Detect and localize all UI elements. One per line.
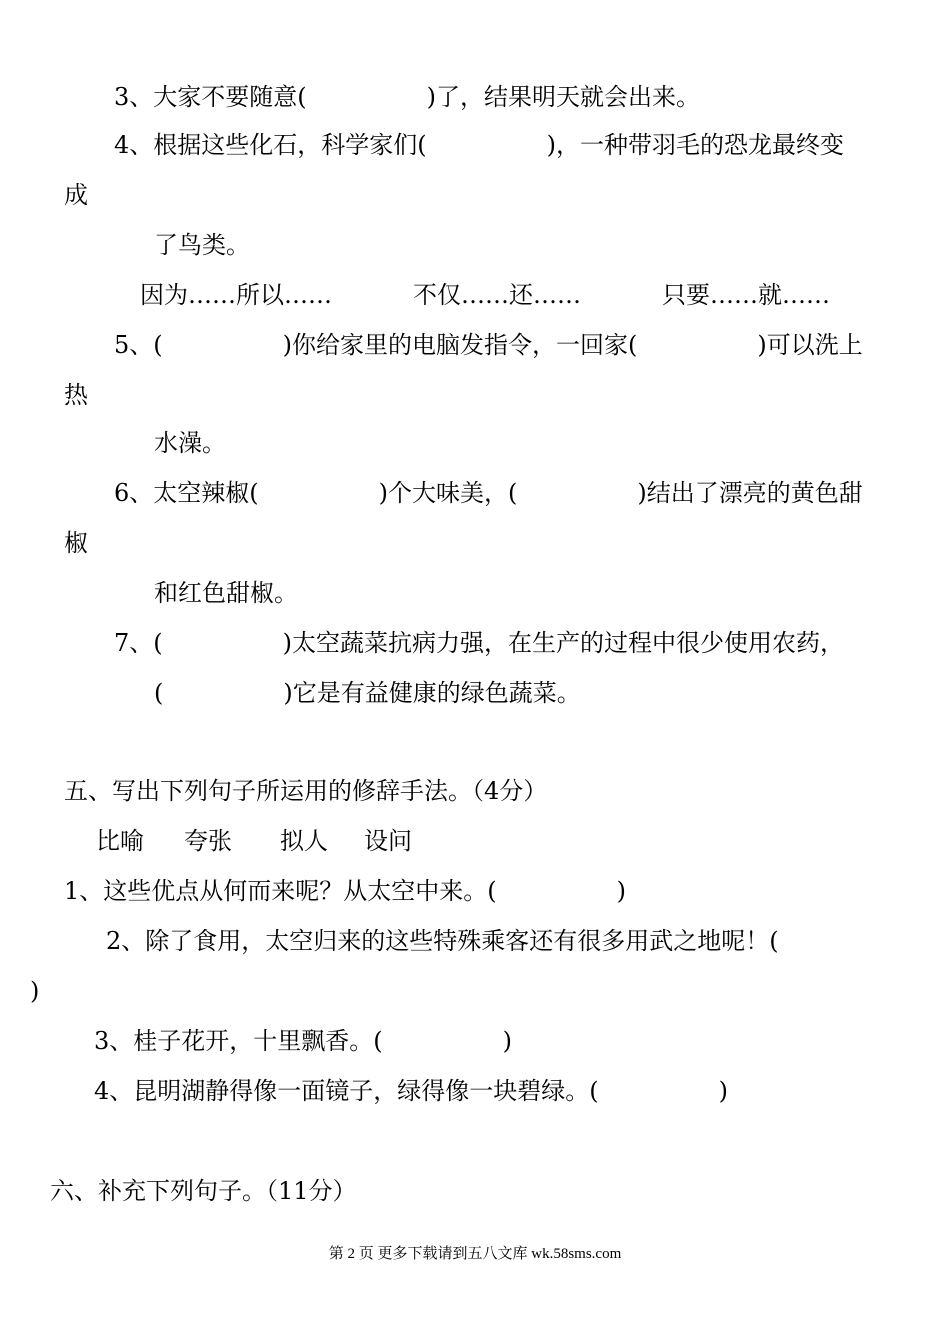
- section-6-heading: 六、补充下列句子。（11分）: [50, 1177, 357, 1205]
- question-2-line-2: ): [30, 977, 40, 1005]
- rhetoric-option-1: 比喻: [96, 827, 144, 855]
- item-7-line-1: 7、( )太空蔬菜抗病力强，在生产的过程中很少使用农药，: [114, 629, 844, 657]
- rhetoric-option-3: 拟人: [280, 827, 328, 855]
- item-5-line-2: 热: [64, 381, 88, 409]
- item-6-line-1: 6、太空辣椒( )个大味美，( )结出了漂亮的黄色甜: [114, 479, 863, 507]
- conjunction-option-2: 不仅……还……: [413, 281, 581, 309]
- conjunction-option-3: 只要……就……: [662, 281, 830, 309]
- rhetoric-option-2: 夸张: [184, 827, 232, 855]
- rhetoric-options: [96, 826, 412, 856]
- question-2-line-1: 2、除了食用，太空归来的这些特殊乘客还有很多用武之地呢！(: [106, 927, 779, 955]
- item-6-line-3: 和红色甜椒。: [154, 579, 298, 607]
- question-4: 4、昆明湖静得像一面镜子，绿得像一块碧绿。( ): [94, 1077, 728, 1105]
- item-4-line-3: 了鸟类。: [154, 231, 250, 259]
- item-5-line-3: 水澡。: [154, 429, 226, 457]
- question-1: 1、这些优点从何而来呢？从太空中来。( ): [64, 877, 626, 905]
- question-3: 3、桂子花开，十里飘香。( ): [94, 1027, 512, 1055]
- item-3: 3、大家不要随意( )了，结果明天就会出来。: [114, 83, 700, 111]
- item-7-line-2: ( )它是有益健康的绿色蔬菜。: [154, 679, 581, 707]
- item-5-line-1: 5、( )你给家里的电脑发指令，一回家( )可以洗上: [114, 331, 863, 359]
- conjunction-option-1: 因为……所以……: [140, 281, 332, 309]
- conjunction-options: [140, 280, 830, 310]
- item-4-line-1: 4、根据这些化石，科学家们( )，一种带羽毛的恐龙最终变: [114, 131, 844, 159]
- rhetoric-option-4: 设问: [364, 827, 412, 855]
- page-footer: 第 2 页 更多下载请到五八文库 wk.58sms.com: [328, 1246, 622, 1262]
- section-5-heading: 五、写出下列句子所运用的修辞手法。（4分）: [64, 777, 548, 805]
- item-6-line-2: 椒: [64, 529, 88, 557]
- item-4-line-2: 成: [64, 181, 88, 209]
